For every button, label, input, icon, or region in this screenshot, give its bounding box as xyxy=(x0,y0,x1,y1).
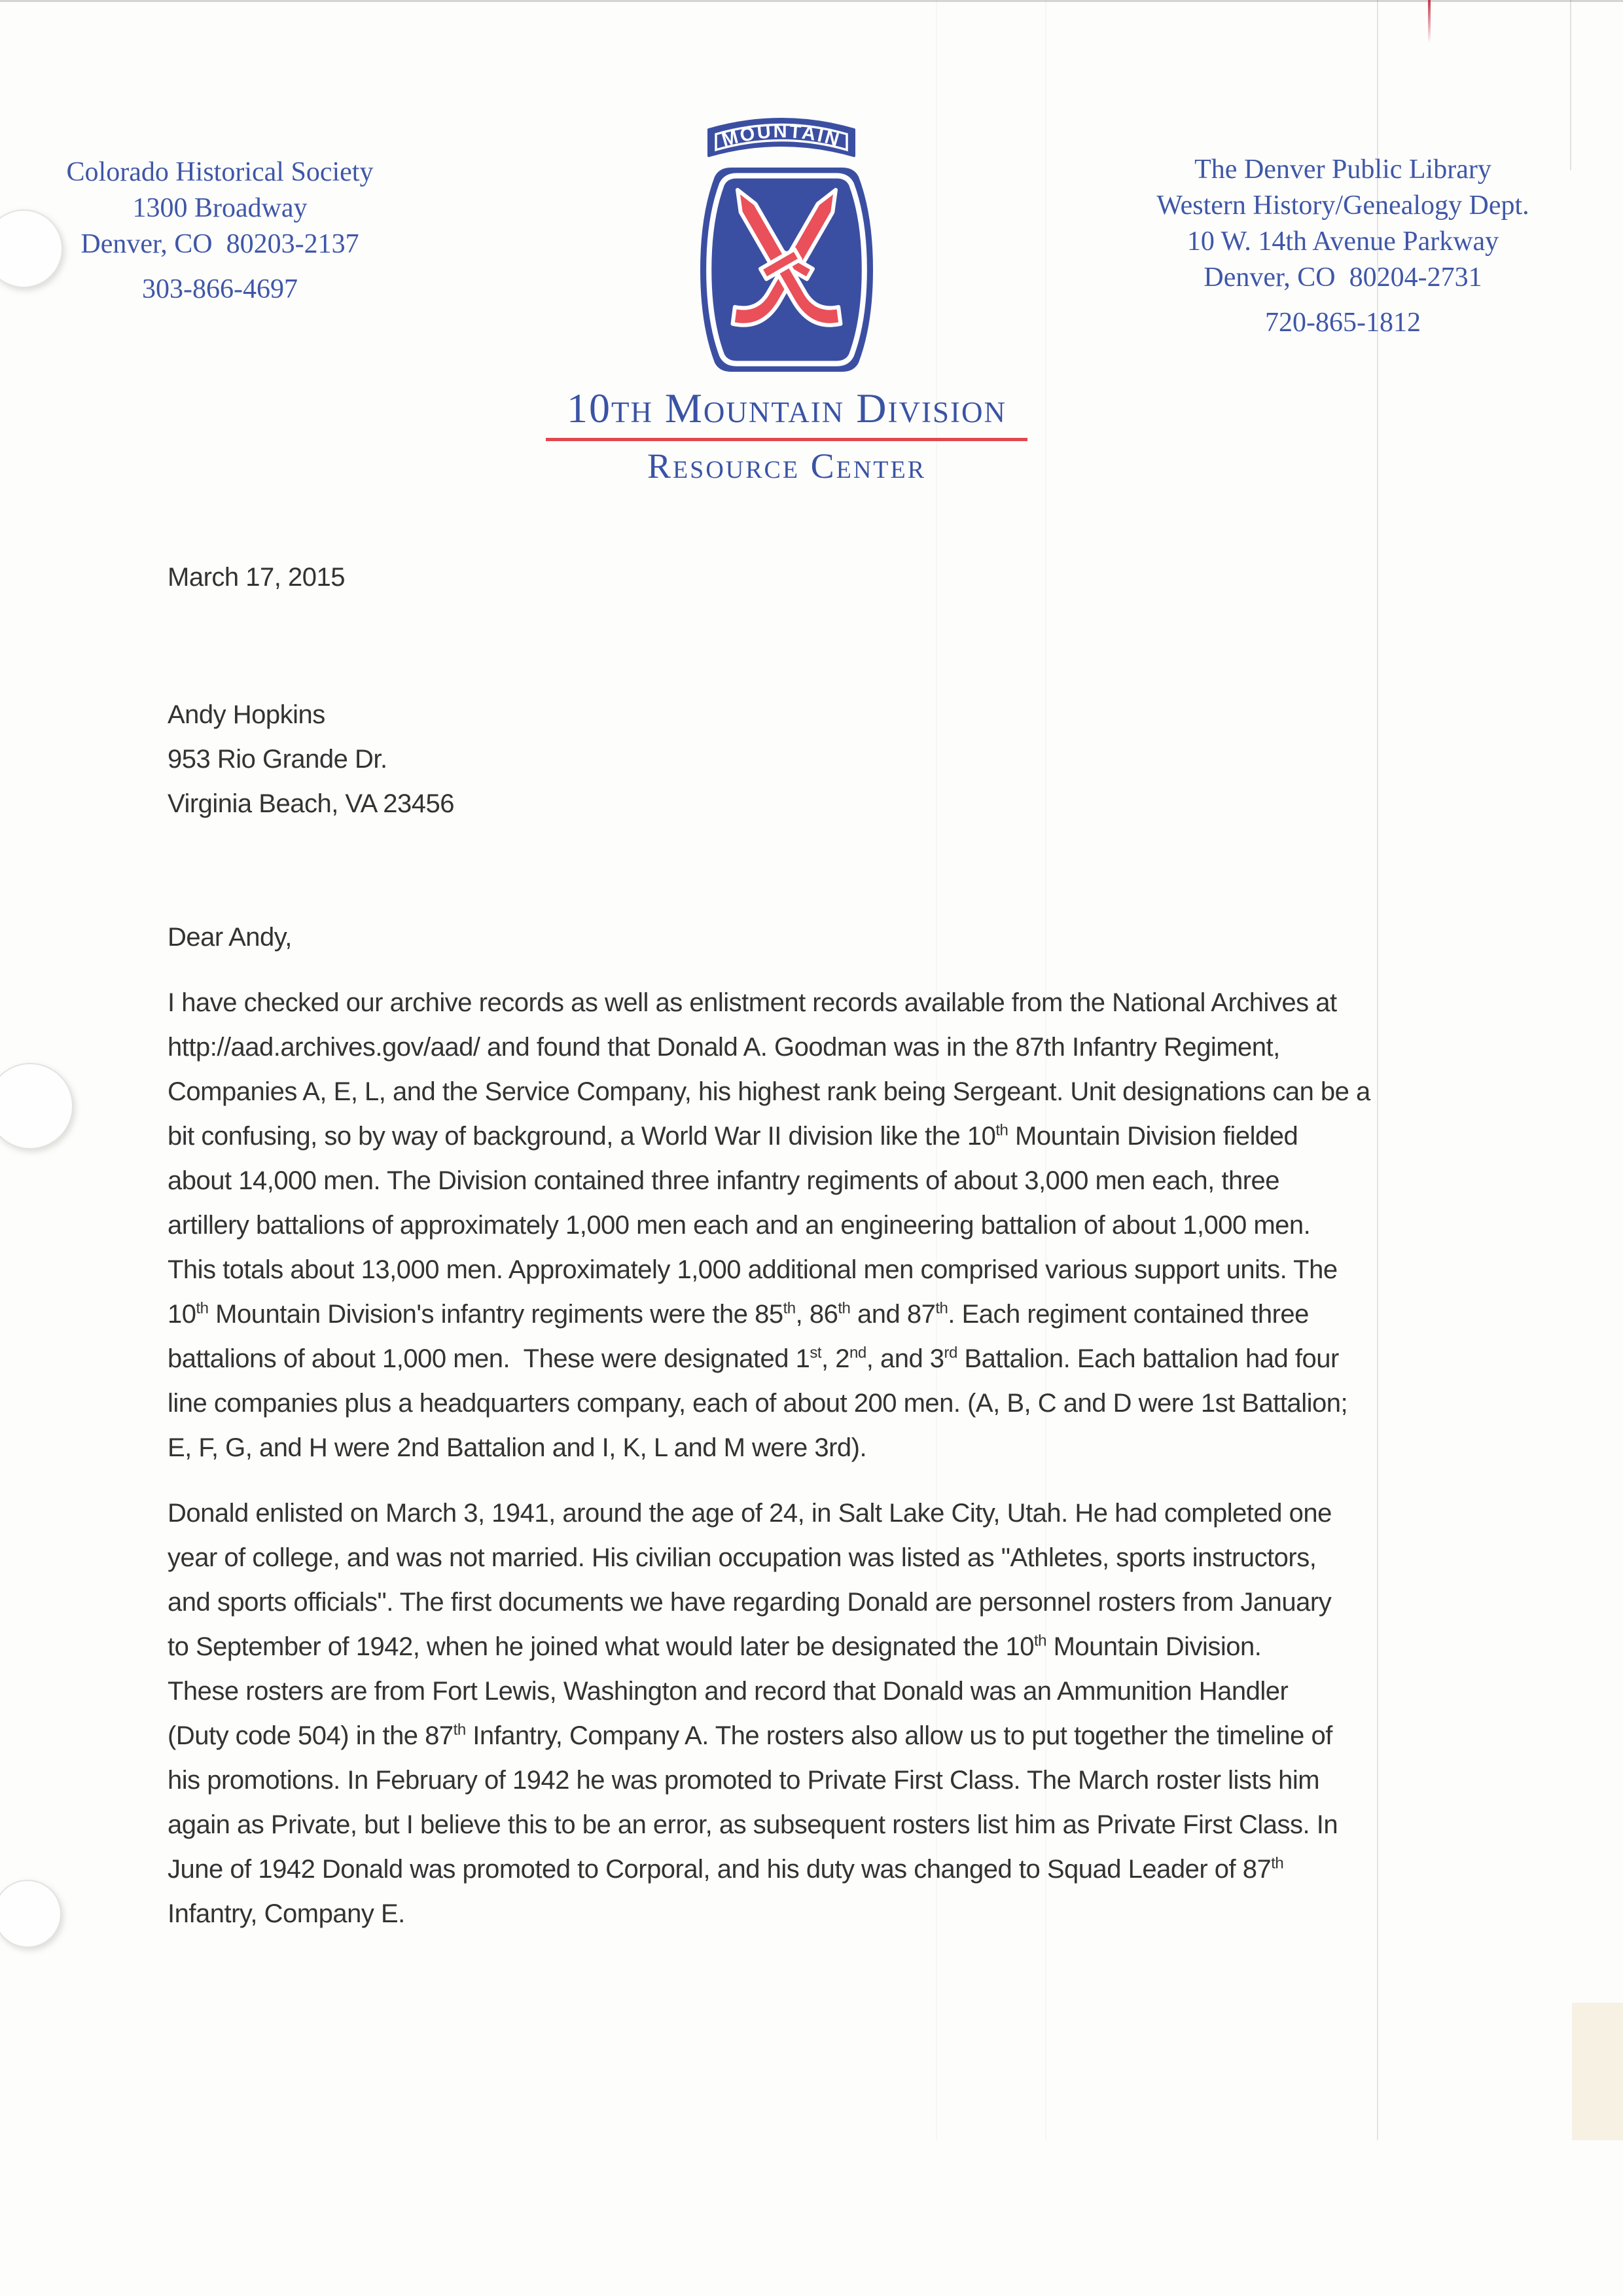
body-line: 10th Mountain Division's infantry regiments were the 85th, 86th and 87th. Each regiment contained three xyxy=(168,1299,1309,1329)
title-line-1: 10th Mountain Division xyxy=(567,385,1007,431)
org-name: Colorado Historical Society xyxy=(66,157,374,187)
mountain-tab-text: MOUNTAIN xyxy=(719,120,844,151)
body-line: again as Private, but I believe this to be an error, as subsequent rosters list him as Private First Class. In xyxy=(168,1810,1338,1839)
mountain-tab-icon xyxy=(709,119,854,156)
body-line: to September of 1942, when he joined what would later be designated the 10th Mountain Division. xyxy=(168,1632,1262,1661)
body-line: June of 1942 Donald was promoted to Corporal, and his duty was changed to Squad Leader of 87th xyxy=(168,1854,1284,1884)
letterhead-left-address xyxy=(43,154,397,308)
body-line: battalions of about 1,000 men. These were designated 1st, 2nd, and 3rd Battalion. Each battalion had four xyxy=(168,1344,1339,1373)
letterhead-right-address xyxy=(1124,152,1561,341)
org-phone: 720-865-1812 xyxy=(1265,308,1421,338)
paragraph-2 xyxy=(168,1491,1338,1936)
division-insignia-logo xyxy=(695,110,878,372)
body-line: his promotions. In February of 1942 he was promoted to Private First Class. The March roster lists him xyxy=(168,1766,1320,1795)
title-red-rule xyxy=(546,438,1027,441)
body-line: Donald enlisted on March 3, 1941, around the age of 24, in Salt Lake City, Utah. He had completed one xyxy=(168,1499,1332,1528)
body-line: and sports officials". The first documents we have regarding Donald are personnel rosters from January xyxy=(168,1588,1332,1617)
org-street: 1300 Broadway xyxy=(132,193,308,223)
org-dept: Western History/Genealogy Dept. xyxy=(1156,190,1529,221)
org-city: Denver, CO 80203-2137 xyxy=(80,229,359,259)
body-line: (Duty code 504) in the 87th Infantry, Company A. The rosters also allow us to put together the timeline of xyxy=(168,1721,1332,1750)
org-city: Denver, CO 80204-2731 xyxy=(1204,262,1482,293)
scan-streak xyxy=(1572,2003,1623,2140)
org-name: The Denver Public Library xyxy=(1194,154,1491,185)
body-line: http://aad.archives.gov/aad/ and found that Donald A. Goodman was in the 87th Infantry Regiment, xyxy=(168,1033,1280,1062)
body-line: bit confusing, so by way of background, a World War II division like the 10th Mountain Division fielded xyxy=(168,1121,1298,1151)
body-line: Infantry, Company E. xyxy=(168,1899,405,1928)
scan-red-mark xyxy=(1428,0,1431,43)
body-line: Companies A, E, L, and the Service Company, his highest rank being Sergeant. Unit designations can be a xyxy=(168,1077,1370,1106)
recipient-street: 953 Rio Grande Dr. xyxy=(168,745,387,774)
hole-punch xyxy=(0,1063,73,1149)
recipient-city: Virginia Beach, VA 23456 xyxy=(168,789,454,818)
scan-streak xyxy=(1570,0,1571,170)
org-street: 10 W. 14th Avenue Parkway xyxy=(1186,226,1499,257)
body-line: about 14,000 men. The Division contained three infantry regiments of about 3,000 men each, three xyxy=(168,1166,1280,1195)
letter-date: March 17, 2015 xyxy=(168,563,345,592)
body-line: I have checked our archive records as well as enlistment records available from the National Archives at xyxy=(168,988,1337,1017)
scan-edge-line xyxy=(0,0,1623,2)
paragraph-1 xyxy=(168,980,1370,1470)
hole-punch xyxy=(0,1880,62,1948)
body-line: E, F, G, and H were 2nd Battalion and I, K, L and M were 3rd). xyxy=(168,1433,867,1462)
recipient-name: Andy Hopkins xyxy=(168,700,325,729)
org-phone: 303-866-4697 xyxy=(142,274,298,304)
body-line: These rosters are from Fort Lewis, Washington and record that Donald was an Ammunition Handler xyxy=(168,1677,1289,1706)
body-line: This totals about 13,000 men. Approximately 1,000 additional men comprised various support units. The xyxy=(168,1255,1338,1284)
salutation: Dear Andy, xyxy=(168,923,292,952)
recipient-address xyxy=(168,692,454,826)
body-line: artillery battalions of approximately 1,000 men each and an engineering battalion of about 1,000 men. xyxy=(168,1211,1311,1240)
body-line: year of college, and was not married. His civilian occupation was listed as "Athletes, sports instructors, xyxy=(168,1543,1317,1572)
title-line-2: Resource Center xyxy=(647,446,927,486)
letterhead-title xyxy=(544,386,1029,485)
body-line: line companies plus a headquarters company, each of about 200 men. (A, B, C and D were 1st Battalion; xyxy=(168,1389,1348,1418)
